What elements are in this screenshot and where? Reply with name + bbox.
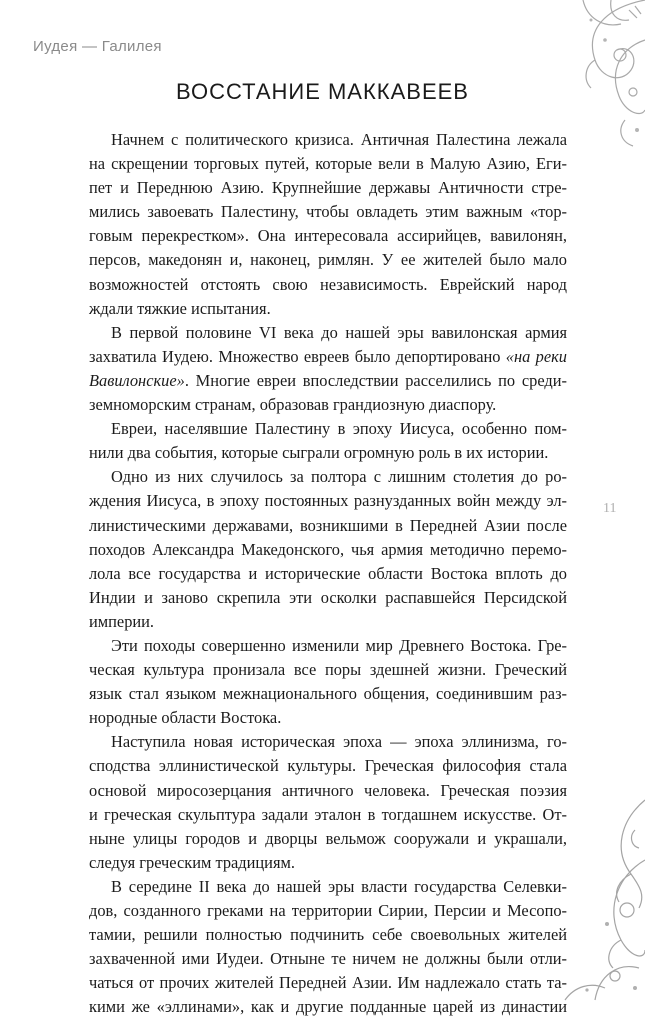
text-line: нородные области Востока. — [89, 708, 282, 728]
italic-quote: «на реки — [505, 346, 567, 366]
text-line: сподства эллинистической культуры. Греческая философия стала — [89, 756, 567, 776]
text-line: основой миросозерцания античного человека. Греческая поэзия — [89, 780, 567, 800]
page-number: 11 — [603, 501, 617, 516]
text-line: Индии и заново скрепила эти осколки распавшейся Персидской — [89, 587, 567, 607]
text-line: Эти походы совершенно изменили мир Древнего Востока. Гре- — [111, 635, 567, 655]
text-line: дов, созданного греками на территории Сирии, Персии и Месопо- — [89, 901, 567, 920]
text-line: Наступила новая историческая эпоха — эпоха эллинизма, го- — [111, 732, 567, 752]
text-fragment: захватила Иудею. Множество евреев было депортировано — [89, 346, 501, 366]
text-line — [89, 369, 567, 393]
text-line: следуя греческим традициям. — [89, 852, 295, 872]
chapter-title: ВОССТАНИЕ МАККАВЕЕВ — [176, 79, 469, 104]
text-line: мились завоевать Палестину, чтобы овладеть этим важным «тор- — [89, 202, 567, 222]
text-line: на скрещении торговых путей, которые вели в Малую Азию, Еги- — [89, 154, 567, 174]
text-line: ныне улицы городов и дворцы вельмож сооружали и украшали, — [89, 828, 567, 848]
text-line: лола все государства и исторические области Востока вплоть до — [89, 563, 567, 583]
italic-quote: Вавилонские» — [89, 370, 185, 390]
text-line: говым перекрестком». Она интересовала ассирийцев, вавилонян, — [89, 226, 567, 246]
text-line: тамии, решили полностью подчинить себе своевольных жителей — [89, 925, 567, 945]
text-line: В первой половине VI века до нашей эры вавилонская армия — [111, 322, 567, 342]
text-line: Начнем с политического кризиса. Античная Палестина лежала — [111, 130, 567, 149]
text-line: Евреи, населявшие Палестину в эпоху Иисуса, особенно пом- — [111, 419, 567, 439]
text-line: кими же «эллинами», как и другие подданные царей из династии — [89, 997, 567, 1017]
text-line: чаться от прочих жителей Передней Азии. Им надлежало стать та- — [89, 973, 567, 993]
text-line: В середине II века до нашей эры власти государства Селевки- — [111, 876, 567, 896]
body-text — [89, 128, 567, 1019]
text-line: язык стал языком межнационального общения, соединившим раз- — [89, 684, 567, 704]
running-head: Иудея — Галилея — [33, 38, 162, 55]
text-line: ждали тяжкие испытания. — [89, 298, 271, 318]
text-line: Одно из них случилось за полтора с лишним столетия до ро- — [111, 467, 567, 487]
text-line: пет и Переднюю Азию. Крупнейшие державы Античности стре- — [89, 178, 567, 198]
text-line: персов, македонян и, наконец, римлян. У ее жителей было мало — [89, 250, 567, 270]
text-line: земноморским странам, образовав грандиозную диаспору. — [89, 395, 497, 415]
text-line: возможностей отстоять свою независимость. Еврейский народ — [89, 274, 567, 294]
text-line: империи. — [89, 611, 155, 631]
text-fragment: . Многие евреи впоследствии расселились по среди- — [184, 370, 567, 390]
text-line: захваченной ими Иудеи. Отныне те ничем не должны были отли- — [89, 949, 567, 969]
text-line: и греческая скульптура задали эталон в тогдашнем искусстве. От- — [89, 804, 567, 824]
text-line: ждения Иисуса, в эпоху постоянных разнузданных войн между эл- — [89, 491, 567, 511]
text-line: походов Александра Македонского, чья армия методично перемо- — [89, 539, 567, 559]
text-line: линистическими державами, возникшими в Передней Азии после — [89, 515, 567, 535]
text-line: нили два события, которые сыграли огромную роль в их истории. — [89, 443, 549, 463]
text-line — [89, 345, 567, 369]
text-line: ческая культура пронизала все поры здешней жизни. Греческий — [89, 660, 567, 680]
